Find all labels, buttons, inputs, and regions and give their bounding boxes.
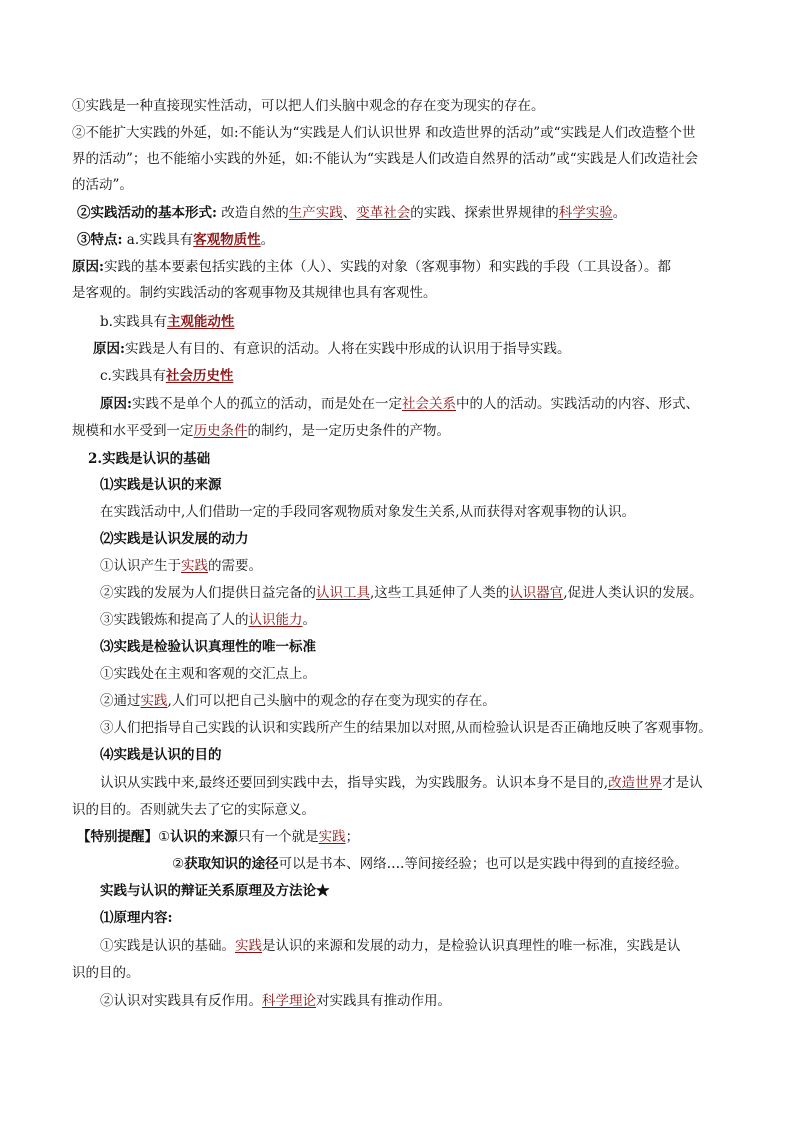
reason-line bbox=[93, 339, 570, 359]
text: ； bbox=[345, 829, 360, 845]
paragraph-text: 中的人的活动。实践活动的内容、形式、 bbox=[455, 396, 699, 412]
paragraph-text: 的活动”。 bbox=[72, 177, 133, 193]
reminder-label: 【特别提醒】 bbox=[77, 829, 158, 845]
text-line bbox=[72, 96, 545, 116]
paragraph-text: 识的目的。否则就失去了它的实际意义。 bbox=[72, 802, 315, 818]
text: ① bbox=[158, 829, 171, 845]
keyword-social-change: 变革社会 bbox=[356, 205, 411, 221]
keyword-cognitive-ability: 认识能力 bbox=[248, 612, 303, 628]
reason-line bbox=[72, 283, 437, 303]
keyword-objective-materiality: 客观物质性 bbox=[193, 232, 261, 248]
paragraph-text: 认识从实践中来,最终还要回到实践中去，指导实践，为实践服务。认识本身不是目的, bbox=[100, 775, 609, 791]
text-line bbox=[72, 123, 696, 143]
paragraph-text: 实践的基本要素包括实践的主体（人）、实践的对象（客观事物）和实践的手段（工具设备）。都 bbox=[103, 259, 671, 275]
text: 认识的来源 bbox=[170, 829, 238, 845]
paragraph-text: 才是认 bbox=[662, 775, 703, 791]
paragraph-text: ,人们可以把自己头脑中的观念的存在变为现实的存在。 bbox=[167, 693, 496, 709]
reason-line bbox=[72, 421, 450, 441]
heading-text: ⑷实践是认识的目的 bbox=[100, 747, 222, 763]
heading-text: 实践与认识的辩证关系原理及方法论★ bbox=[100, 883, 330, 899]
heading-text: ⑵实践是认识发展的动力 bbox=[100, 531, 249, 547]
text-line bbox=[100, 718, 712, 738]
text: ② bbox=[172, 856, 185, 872]
text: 只有一个就是 bbox=[237, 829, 319, 845]
special-reminder bbox=[77, 827, 359, 847]
paragraph-text: 的制约，是一定历史条件的产物。 bbox=[247, 423, 450, 439]
text-line bbox=[72, 149, 698, 169]
subsection-title bbox=[100, 908, 172, 928]
section-heading bbox=[88, 449, 210, 469]
section-heading bbox=[100, 881, 330, 901]
feature-c-line bbox=[100, 366, 233, 386]
text-line bbox=[100, 583, 703, 603]
keyword-subjective-initiative: 主观能动性 bbox=[166, 314, 235, 330]
keyword-social-relations: 社会关系 bbox=[401, 396, 456, 412]
text-line bbox=[72, 963, 140, 983]
keyword-practice: 实践 bbox=[140, 693, 168, 709]
text-line bbox=[100, 556, 262, 576]
feature-b-line bbox=[100, 312, 234, 332]
keyword-scientific-theory: 科学理论 bbox=[262, 993, 316, 1009]
paragraph-text: ②认识对实践具有反作用。 bbox=[100, 993, 262, 1009]
keyword-historical-conditions: 历史条件 bbox=[193, 423, 248, 439]
reason-line bbox=[72, 257, 671, 277]
keyword-cognitive-tools: 认识工具 bbox=[316, 585, 370, 601]
text: 获取知识的途径 bbox=[184, 856, 279, 872]
text: c.实践具有 bbox=[100, 368, 166, 384]
paragraph-text: ①实践处在主观和客观的交汇点上。 bbox=[100, 666, 316, 682]
paragraph-text: 在实践活动中,人们借助一定的手段同客观物质对象发生关系,从而获得对客观事物的认识。 bbox=[100, 504, 636, 520]
subsection-title bbox=[100, 745, 222, 765]
paragraph-text: 是认识的来源和发展的动力，是检验认识真理性的唯一标准，实践是认 bbox=[262, 938, 681, 954]
practice-forms-line bbox=[77, 203, 626, 223]
text: 、 bbox=[342, 205, 357, 221]
paragraph-text: ,这些工具延伸了人类的 bbox=[370, 585, 510, 601]
reason-label: 原因: bbox=[72, 259, 104, 275]
paragraph-text: 规模和水平受到一定 bbox=[72, 423, 194, 439]
text: 改造自然的 bbox=[221, 205, 289, 221]
text-line bbox=[100, 773, 703, 793]
heading-text: 2.实践是认识的基础 bbox=[88, 451, 211, 467]
keyword-practice: 实践 bbox=[181, 558, 208, 574]
features-label: ③特点: bbox=[77, 232, 123, 248]
paragraph-text: ②通过 bbox=[100, 693, 141, 709]
heading-text: ⑶实践是检验认识真理性的唯一标准 bbox=[100, 639, 316, 655]
text: b.实践具有 bbox=[100, 314, 167, 330]
text-line bbox=[72, 175, 133, 195]
feature-a-line bbox=[77, 230, 274, 250]
heading-text: ⑴实践是认识的来源 bbox=[100, 477, 222, 493]
paragraph-text: ,促进人类认识的发展。 bbox=[563, 585, 703, 601]
paragraph-text: ②不能扩大实践的外延，如:不能认为“实践是人们认识世界 和改造世界的活动”或“实践是人们改造整个世 bbox=[72, 125, 696, 141]
paragraph-text: ①实践是认识的基础。 bbox=[100, 938, 235, 954]
paragraph-text: 。 bbox=[302, 612, 316, 628]
text-line bbox=[100, 936, 681, 956]
subsection-title bbox=[100, 637, 316, 657]
keyword-scientific-experiment: 科学实验 bbox=[558, 205, 613, 221]
paragraph-text: 实践是人有目的、有意识的活动。人将在实践中形成的认识用于指导实践。 bbox=[124, 341, 571, 357]
text: 。 bbox=[612, 205, 627, 221]
text: 的实践、探索世界规律的 bbox=[410, 205, 559, 221]
heading-text: ⑴原理内容: bbox=[100, 910, 173, 926]
text-line bbox=[100, 502, 635, 522]
text-line bbox=[100, 991, 451, 1011]
subsection-title bbox=[100, 529, 249, 549]
paragraph-text: 对实践具有推动作用。 bbox=[316, 993, 451, 1009]
paragraph-text: ①实践是一种直接现实性活动，可以把人们头脑中观念的存在变为现实的存在。 bbox=[72, 98, 545, 114]
keyword-social-historicity: 社会历史性 bbox=[165, 368, 234, 384]
keyword-practice: 实践 bbox=[318, 829, 346, 845]
paragraph-text: 实践不是单个人的孤立的活动，而是处在一定 bbox=[131, 396, 402, 412]
paragraph-text: ③人们把指导自己实践的认识和实践所产生的结果加以对照,从而检验认识是否正确地反映了客观事物。 bbox=[100, 720, 712, 736]
paragraph-text: 是客观的。制约实践活动的客观事物及其规律也具有客观性。 bbox=[72, 285, 437, 301]
keyword-transform-world: 改造世界 bbox=[608, 775, 663, 791]
reason-line bbox=[100, 394, 699, 414]
text-line bbox=[100, 610, 316, 630]
paragraph-text: ③实践锻炼和提高了人的 bbox=[100, 612, 249, 628]
text: 可以是书本、网络….等间接经验；也可以是实践中得到的直接经验。 bbox=[278, 856, 688, 872]
paragraph-text: ①认识产生于 bbox=[100, 558, 181, 574]
text: a.实践具有 bbox=[126, 232, 194, 248]
keyword-cognitive-organs: 认识器官 bbox=[509, 585, 564, 601]
text-line bbox=[100, 664, 316, 684]
forms-label: ②实践活动的基本形式: bbox=[77, 205, 217, 221]
paragraph-text: 的需要。 bbox=[208, 558, 262, 574]
special-reminder-line-2 bbox=[172, 854, 688, 874]
text-line bbox=[72, 800, 315, 820]
reason-label: 原因: bbox=[100, 396, 132, 412]
subsection-title bbox=[100, 475, 222, 495]
reason-label: 原因: bbox=[93, 341, 125, 357]
text: 。 bbox=[260, 232, 275, 248]
paragraph-text: 界的活动”；也不能缩小实践的外延，如:不能认为“实践是人们改造自然界的活动”或“实践是人们改造社会 bbox=[72, 151, 699, 167]
paragraph-text: ②实践的发展为人们提供日益完备的 bbox=[100, 585, 316, 601]
keyword-production-practice: 生产实践 bbox=[288, 205, 343, 221]
keyword-practice: 实践 bbox=[235, 938, 262, 954]
paragraph-text: 识的目的。 bbox=[72, 965, 140, 981]
text-line bbox=[100, 691, 496, 711]
